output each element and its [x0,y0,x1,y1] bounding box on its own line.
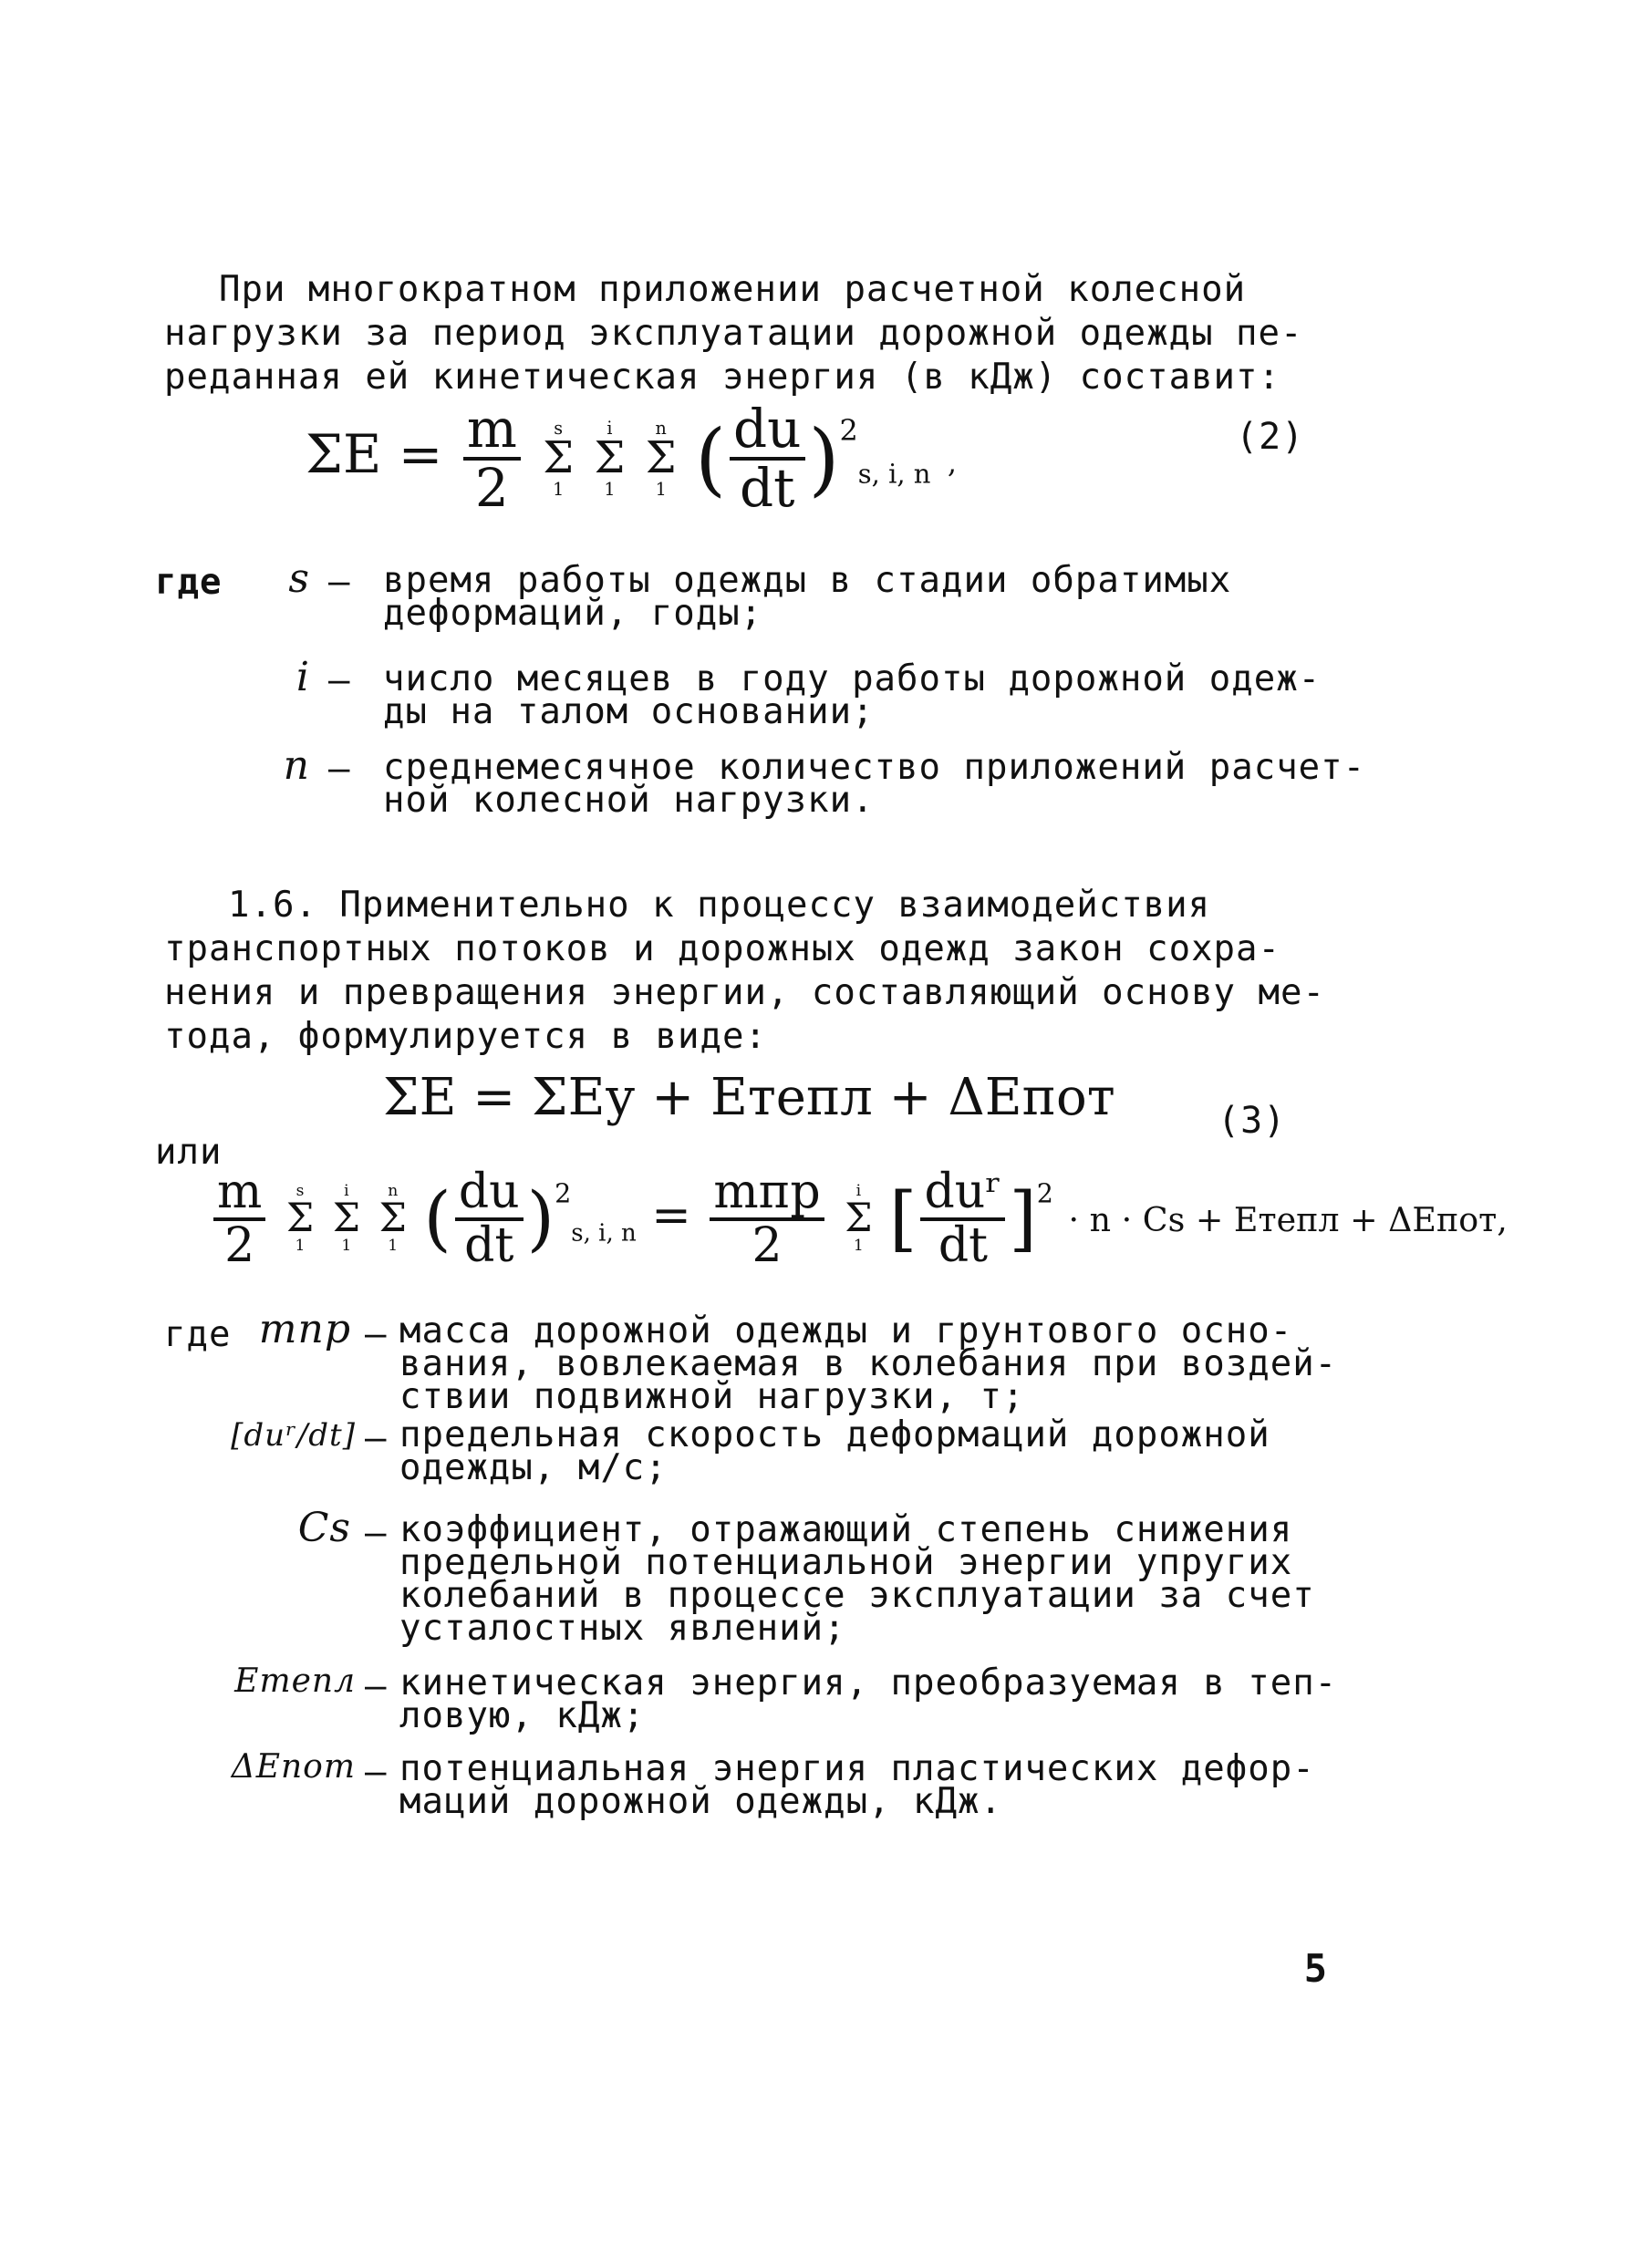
equation-3-full: $\frac{m}{2}$ s Σ 1 i Σ 1 n Σ 1 ( $\frac{du}{dt}$ )$^2_{s, i, n}$ = $\frac{\text{mпр}}{2}$ i Σ 1 [ $\frac{\text{duʳ}}{dt}$ ]$^2$ · n · Cs + Eтепл + ΔEпот, [210,1167,1508,1270]
eq2-power: 2 [839,412,858,448]
section-1-6-paragraph: 1.6. Применительно к процессу взаимодействия транспортных потоков и дорожных одежд закон сохра- нения и превращения энергии, составляющий основу ме- тода, формулируется в виде: [164,885,1325,1057]
symbol-s: s [288,555,310,602]
symbol-mpr: mпр [258,1306,351,1352]
eq3-sum-n: n Σ 1 [378,1181,407,1256]
where-label: где [155,562,223,603]
def-text-s: время работы одежды в стадии обратимых деформаций, годы; [383,560,1232,634]
where-label-2: где [164,1314,232,1355]
def-text-delta-epot: потенциальная энергия пластических дефор- маций дорожной одежды, кДж. [399,1748,1315,1822]
intro-paragraph: При многократном приложении расчетной колесной нагрузки за период эксплуатации дорожной одежды пе- реданная ей кинетическая энергия (в кДж) составит: [164,269,1303,398]
sum-symbol-n: n Σ 1 [645,417,677,500]
eq3-tail: · n · Cs + Eтепл + ΔEпот, [1068,1200,1508,1240]
equation-2-number: (2) [1236,416,1305,458]
symbol-cs: Cs [297,1505,351,1551]
def-text-mpr: масса дорожной одежды и грунтового осно- вания, вовлекаемая в колебания при воздей- ствии подвижной нагрузки, т; [399,1310,1338,1417]
symbol-limit-rate: [duʳ/dt] [231,1417,356,1454]
def-text-cs: коэффициент, отражающий степень снижения предельной потенциальной энергии упругих колебаний в процессе эксплуатации за счет усталостных явлений; [399,1509,1315,1649]
where-block-1: где s – время работы одежды в стадии обратимых деформаций, годы; i – число месяцев в году работы дорожной одеж- ды на талом основании; n – среднемесячное количество приложений расчет- ной колесной нагрузки. [155,561,1368,825]
equation-3-short: ΣE = ΣEу + Eтепл + ΔEпот [383,1068,1115,1127]
symbol-delta-epot: ΔEпот [231,1748,356,1786]
or-label: или [155,1132,223,1173]
eq2-factor: $\frac{m}{2}$ [463,401,521,516]
equation-2: ΣE = $\frac{m}{2}$ s Σ 1 i Σ 1 n Σ 1 ( $\frac{du}{dt}$ )$^2$s, i, n , [306,398,958,519]
def-text-n: среднемесячное количество приложений расчет- ной колесной нагрузки. [383,747,1366,821]
eq3-limit-rate: $\frac{\text{duʳ}}{dt}$ [920,1167,1005,1270]
where-block-2: где mпр – масса дорожной одежды и грунтового осно- вания, вовлекаемая в колебания при воздей- ствии подвижной нагрузки, т; [duʳ/dt] – предельная скорость деформаций дорожной одежды, м/с; Cs – коэффициент, отражающий степень снижения предельной потенциальной энергии упругих колебаний в процессе эксплуатации за счет усталостных явлений; Eтепл – кинетическая энергия, преобразуемая в теп- ловую, кДж; ΔEпот – потенциальная энергия пластических дефор- маций дорожной одежды, кДж. [155,1313,1368,1860]
eq3-derivative: $\frac{du}{dt}$ [455,1167,524,1270]
def-text-limit-rate: предельная скорость деформаций дорожной одежды, м/с; [399,1414,1270,1488]
eq3-sum-i: i Σ 1 [332,1181,361,1256]
def-text-i: число месяцев в году работы дорожной одеж- ды на талом основании; [383,658,1322,732]
sum-symbol-s: s Σ 1 [543,417,575,500]
page-number: 5 [1303,1946,1328,1991]
eq2-lhs: ΣE = [306,422,443,485]
eq2-subscript: s, i, n [857,458,931,490]
equation-3-number: (3) [1218,1100,1287,1142]
eq3-lhs-factor: $\frac{m}{2}$ [213,1167,265,1270]
def-text-eteple: кинетическая энергия, преобразуемая в теп- ловую, кДж; [399,1662,1338,1736]
eq3-sum-s: s Σ 1 [285,1181,315,1256]
eq2-derivative: $\frac{du}{dt}$ [730,401,804,516]
symbol-eteple: Eтепл [234,1662,356,1700]
symbol-n: n [283,742,310,789]
symbol-i: i [295,654,310,700]
eq3-rhs-sum: i Σ 1 [845,1181,873,1256]
sum-symbol-i: i Σ 1 [594,417,626,500]
eq3-rhs-factor: $\frac{\text{mпр}}{2}$ [710,1167,824,1270]
